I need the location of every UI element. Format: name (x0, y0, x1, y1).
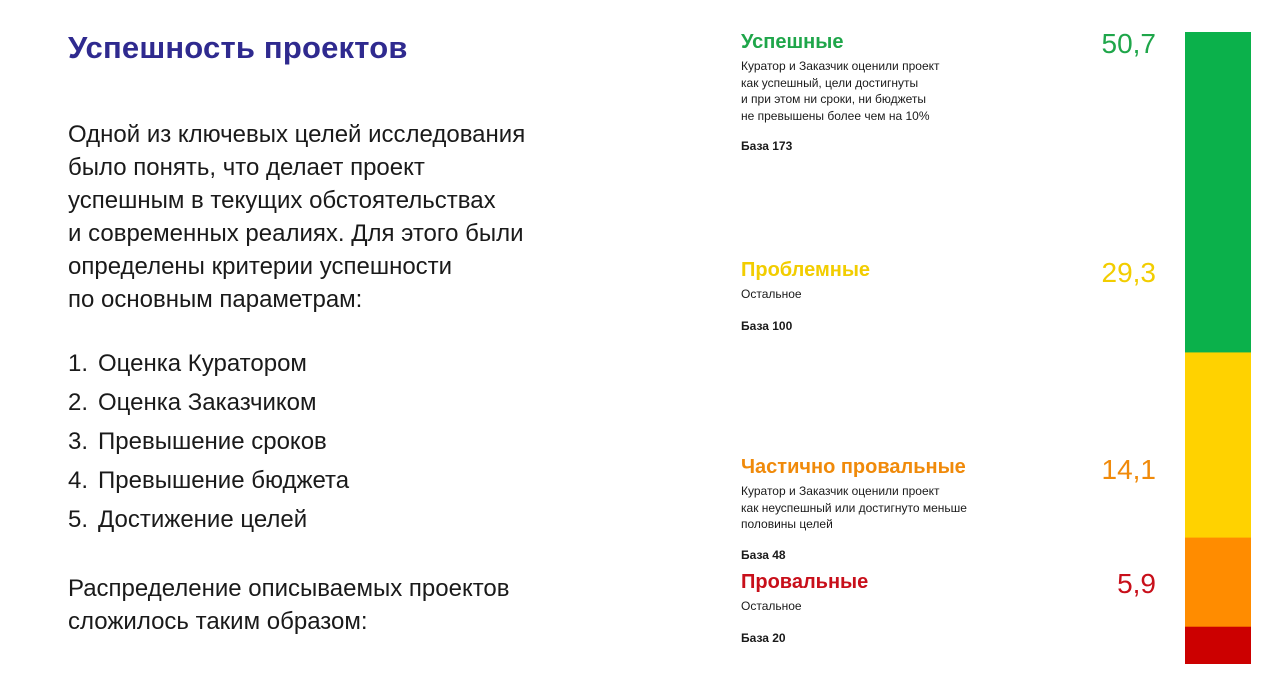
bar-segment-problem (1185, 352, 1251, 538)
bar-segment-partial-fail (1185, 538, 1251, 628)
list-label: Превышение сроков (98, 428, 327, 455)
category-name: Успешные (741, 31, 844, 53)
category-base: База 20 (741, 631, 786, 645)
data-label-fail: 5,9 (1117, 568, 1156, 599)
data-label-partial-fail: 14,1 (1101, 454, 1156, 485)
distribution-text: Распределение описываемых проектов сложилось таким образом: (68, 575, 510, 635)
stacked-bar-chart (1185, 32, 1251, 664)
category-description: Остальное (741, 287, 802, 301)
bar-segment-success (1185, 32, 1251, 353)
list-label: Оценка Заказчиком (98, 389, 317, 416)
category-description: Куратор и Заказчик оценили проект как неуспешный или достигнуто меньше половины целей (741, 484, 967, 531)
list-label: Оценка Куратором (98, 350, 307, 377)
bar-segment-fail (1185, 627, 1251, 664)
category-partial-fail (741, 455, 1101, 533)
list-number: 1. (68, 350, 89, 377)
list-item (68, 383, 349, 422)
category-base: База 48 (741, 548, 786, 562)
list-number: 4. (68, 467, 89, 494)
page-title: Успешность проектов (68, 30, 408, 65)
category-name: Провальные (741, 571, 869, 593)
category-description: Куратор и Заказчик оценили проект как успешный, цели достигнуты и при этом ни сроки, ни бюджеты не превышены более чем на 10% (741, 59, 940, 123)
list-item (68, 422, 349, 461)
category-fail (741, 570, 1101, 615)
list-item (68, 344, 349, 383)
intro-text: Одной из ключевых целей исследования было понять, что делает проект успешным в текущих обстоятельствах и современных реалиях. Для этого были определены критерии успешности по основным параметрам: (68, 121, 526, 313)
data-label-problem: 29,3 (1101, 257, 1156, 288)
list-number: 2. (68, 389, 89, 416)
list-label: Достижение целей (98, 506, 308, 533)
list-item (68, 500, 349, 539)
list-number: 5. (68, 506, 89, 533)
category-success (741, 30, 1101, 124)
list-label: Превышение бюджета (98, 467, 350, 494)
category-base: База 173 (741, 139, 793, 153)
category-problem (741, 258, 1101, 303)
list-number: 3. (68, 428, 89, 455)
list-item (68, 461, 349, 500)
category-description: Остальное (741, 599, 802, 613)
data-label-success: 50,7 (1101, 28, 1156, 59)
category-name: Частично провальные (741, 456, 966, 478)
category-base: База 100 (741, 319, 793, 333)
category-name: Проблемные (741, 259, 871, 281)
criteria-list (68, 344, 349, 539)
